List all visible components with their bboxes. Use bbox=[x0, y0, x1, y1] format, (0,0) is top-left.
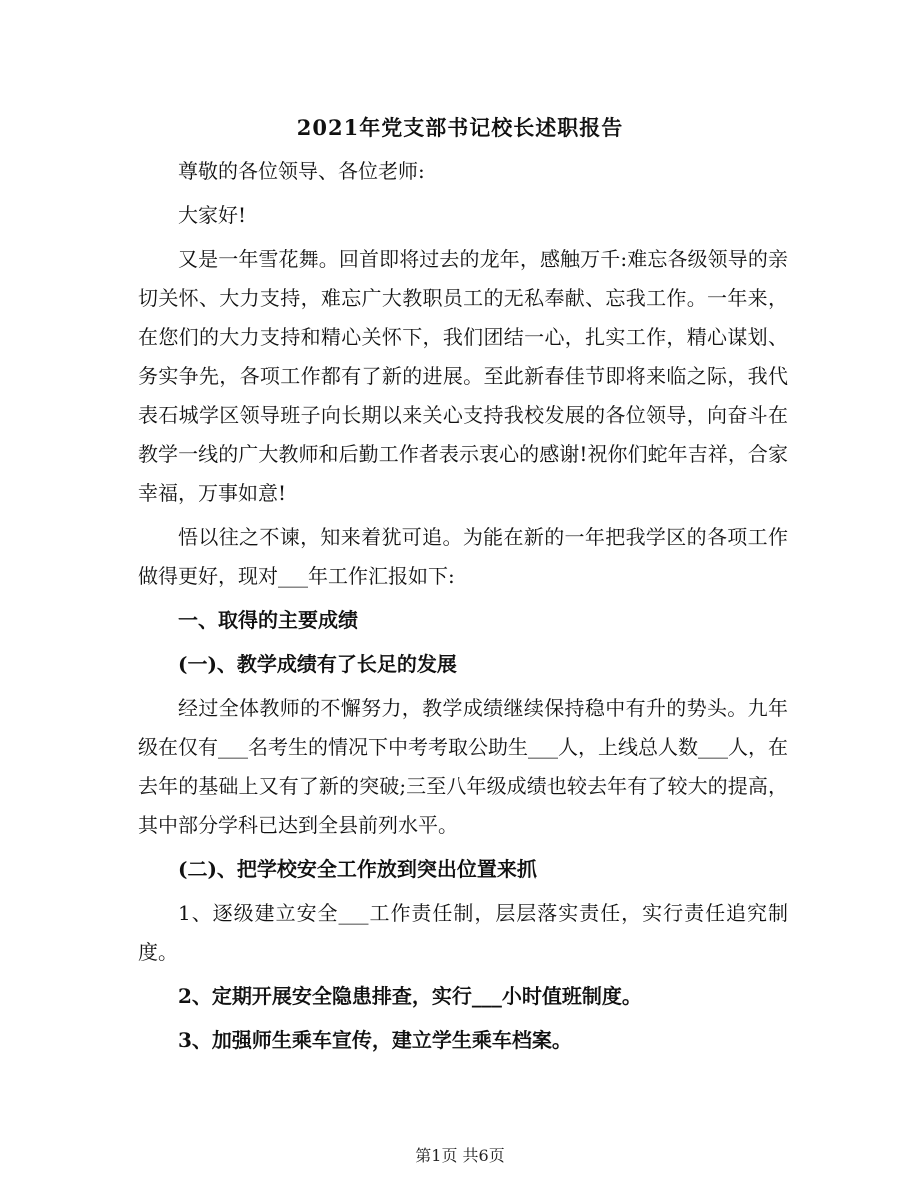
subsection-heading-teaching: (一)、教学成绩有了长足的发展 bbox=[178, 652, 457, 676]
list-item-safety-3: 3、加强师生乘车宣传，建立学生乘车档案。 bbox=[178, 1028, 572, 1052]
paragraph-teaching-results: 经过全体教师的不懈努力，教学成绩继续保持稳中有升的势头。九年级在仅有___名考生的情况下中考考取公助生___人，上线总人数___人，在去年的基础上又有了新的突破;三至八年级成绩也较去年有了较大的提高，其中部分学科已达到全县前列水平。 bbox=[138, 696, 788, 837]
paragraph-purpose: 悟以往之不谏，知来着犹可追。为能在新的一年把我学区的各项工作做得更好，现对___年工作汇报如下: bbox=[138, 525, 788, 588]
document-title: 2021年党支部书记校长述职报告 bbox=[296, 115, 624, 140]
subsection-heading-safety: (二)、把学校安全工作放到突出位置来抓 bbox=[178, 857, 537, 881]
section-heading-achievements: 一、取得的主要成绩 bbox=[178, 608, 358, 632]
list-item-safety-2: 2、定期开展安全隐患排查，实行___小时值班制度。 bbox=[178, 984, 642, 1008]
document-body bbox=[138, 152, 788, 1065]
paragraph-intro: 又是一年雪花舞。回首即将过去的龙年，感触万千:难忘各级领导的亲切关怀、大力支持，难忘广大教职员工的无私奉献、忘我工作。一年来，在您们的大力支持和精心关怀下，我们团结一心，扎实工作，精心谋划、务实争先，各项工作都有了新的进展。至此新春佳节即将来临之际，我代表石城学区领导班子向长期以来关心支持我校发展的各位领导，向奋斗在教学一线的广大教师和后勤工作者表示衷心的感谢!祝你们蛇年吉祥，合家幸福，万事如意! bbox=[138, 247, 788, 505]
paragraph-greeting: 尊敬的各位领导、各位老师: bbox=[178, 159, 425, 183]
page-footer: 第1页 共6页 bbox=[415, 1146, 505, 1165]
list-item-safety-1: 1、逐级建立安全___工作责任制，层层落实责任，实行责任追究制度。 bbox=[138, 901, 788, 964]
paragraph-hello: 大家好! bbox=[178, 203, 247, 227]
